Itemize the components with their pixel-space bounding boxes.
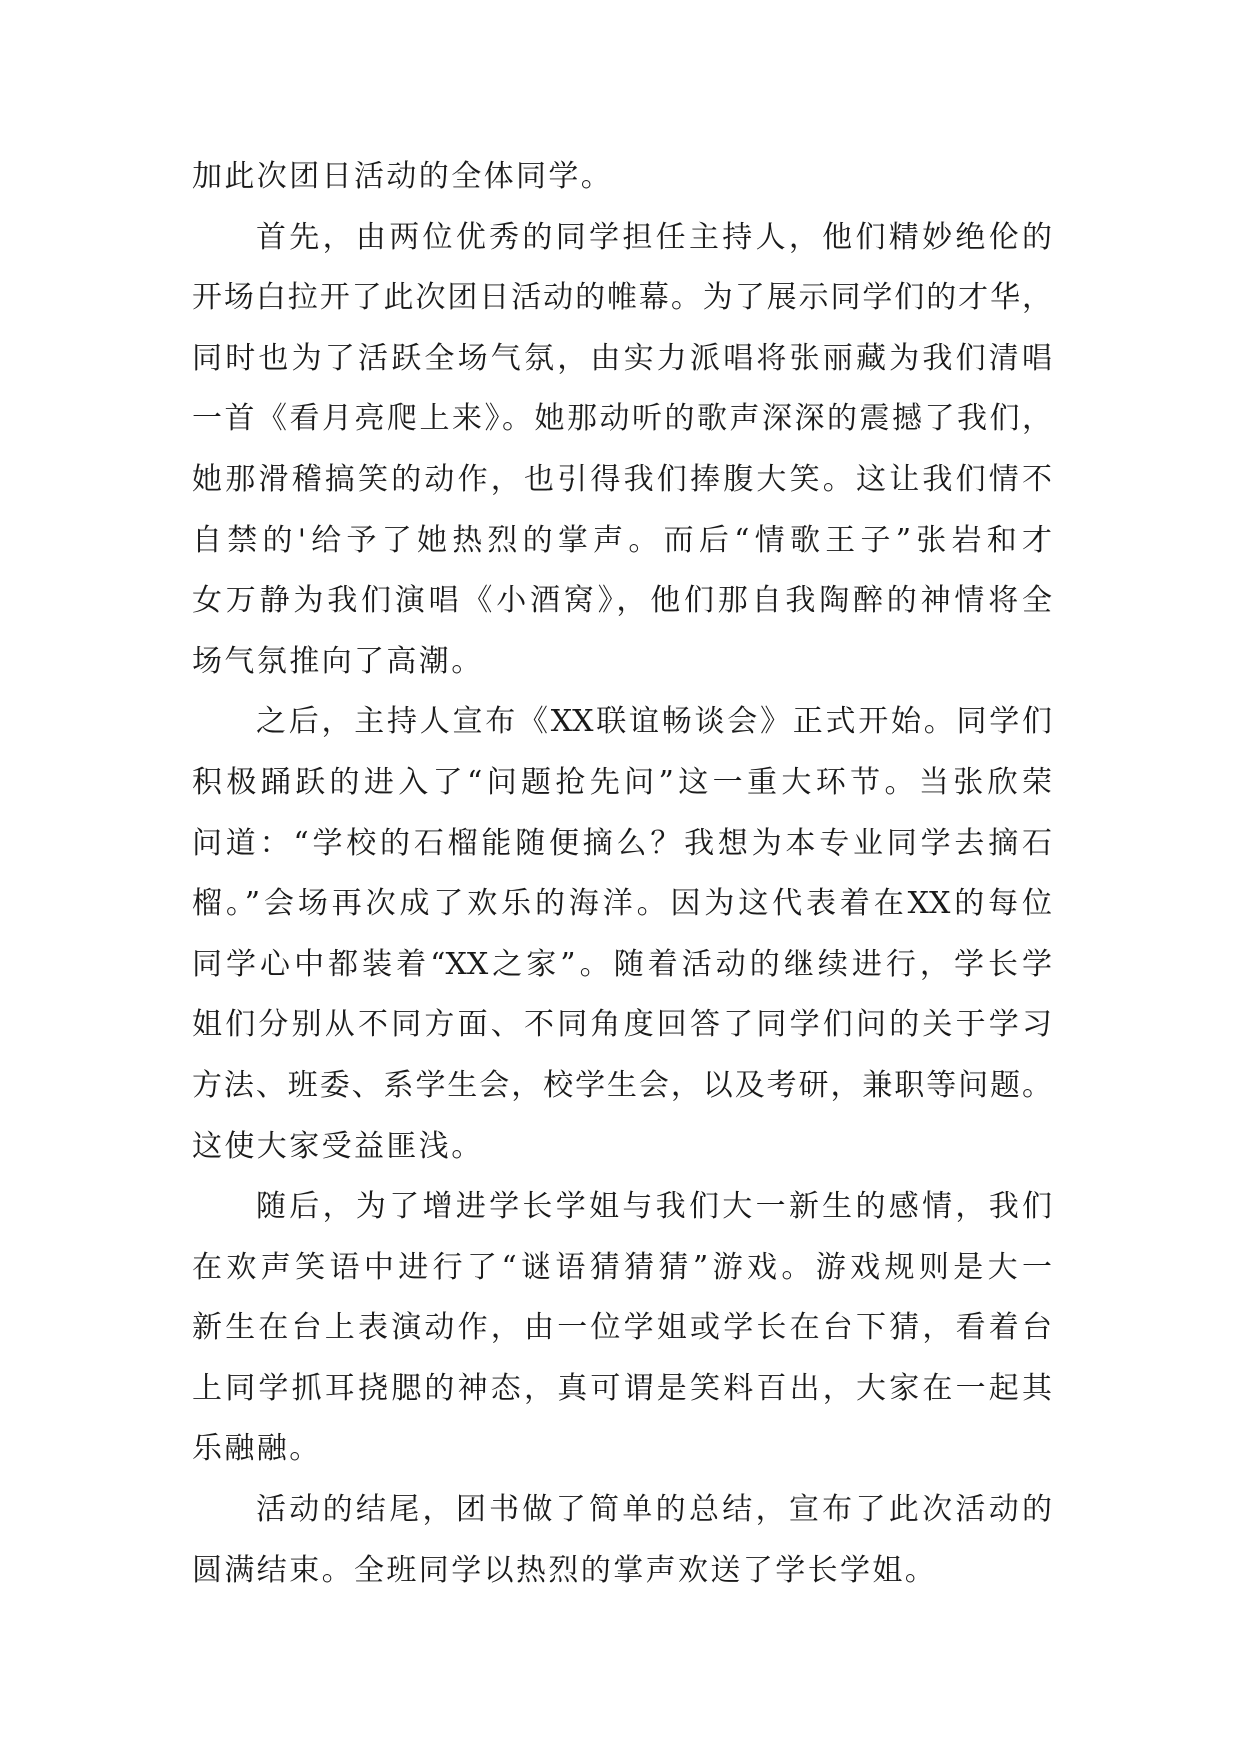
text-line: 乐融融。	[192, 1431, 322, 1467]
text-line: 上同学抓耳挠腮的神态，真可谓是笑料百出，大家在一起其	[192, 1370, 1052, 1406]
text-line: 积极踊跃的进入了“问题抢先问”这一重大环节。当张欣荣	[192, 764, 1052, 800]
text-line: 开场白拉开了此次团日活动的帷幕。为了展示同学们的才华，	[192, 280, 1052, 316]
paragraph-4	[192, 1187, 1052, 1469]
text-line: 问道：“学校的石榴能随便摘么？我想为本专业同学去摘石	[192, 825, 1052, 861]
text-line: 在欢声笑语中进行了“谜语猜猜猜”游戏。游戏规则是大一	[192, 1249, 1052, 1285]
document-body	[192, 157, 1052, 1611]
paragraph-1	[192, 157, 1052, 197]
paragraph-3	[192, 702, 1052, 1166]
text-line: 她那滑稽搞笑的动作，也引得我们捧腹大笑。这让我们情不	[192, 461, 1052, 497]
text-line: 女万静为我们演唱《小酒窝》，他们那自我陶醉的神情将全	[192, 583, 1052, 619]
text-line: 姐们分别从不同方面、不同角度回答了同学们问的关于学习	[192, 1007, 1052, 1043]
text-line: 这使大家受益匪浅。	[192, 1128, 484, 1164]
text-line: 之后，主持人宣布《XX联谊畅谈会》正式开始。同学们	[256, 704, 1052, 740]
text-line: 加此次团日活动的全体同学。	[192, 159, 614, 194]
text-line: 场气氛推向了高潮。	[192, 643, 484, 679]
paragraph-2	[192, 218, 1052, 682]
paragraph-5	[192, 1490, 1052, 1591]
text-line: 榴。”会场再次成了欢乐的海洋。因为这代表着在XX的每位	[192, 886, 1052, 922]
text-line: 活动的结尾，团书做了简单的总结，宣布了此次活动的	[256, 1492, 1052, 1528]
text-line: 方法、班委、系学生会，校学生会，以及考研，兼职等问题。	[192, 1067, 1052, 1103]
text-line: 随后，为了增进学长学姐与我们大一新生的感情，我们	[256, 1189, 1052, 1225]
text-line: 一首《看月亮爬上来》。她那动听的歌声深深的震撼了我们，	[192, 401, 1052, 437]
text-line: 首先，由两位优秀的同学担任主持人，他们精妙绝伦的	[256, 219, 1052, 255]
text-line: 圆满结束。全班同学以热烈的掌声欢送了学长学姐。	[192, 1552, 938, 1588]
text-line: 新生在台上表演动作，由一位学姐或学长在台下猜，看着台	[192, 1310, 1052, 1346]
text-line: 同学心中都装着“XX之家”。随着活动的继续进行，学长学	[192, 946, 1052, 982]
text-line: 自禁的'给予了她热烈的掌声。而后“情歌王子”张岩和才	[192, 522, 1052, 558]
text-line: 同时也为了活跃全场气氛，由实力派唱将张丽藏为我们清唱	[192, 340, 1052, 376]
